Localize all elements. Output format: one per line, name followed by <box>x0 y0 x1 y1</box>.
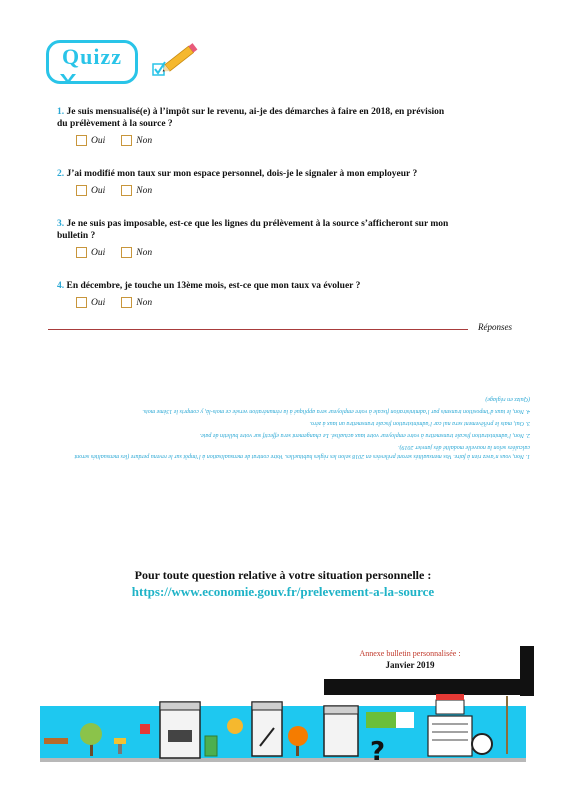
yes-checkbox[interactable] <box>76 247 87 258</box>
question-1-text: Je suis mensualisé(e) à l’impôt sur le revenu, ai-je des démarches à faire en 2018, en prévision du prélèvement à la source ? <box>57 107 445 129</box>
question-4: 4. En décembre, je touche un 13ème mois, est-ce que mon taux va évoluer ? <box>57 281 361 291</box>
bricks-icon <box>44 738 68 744</box>
answer-2: 2. Non, l’administration fiscale transmettra à votre employeur votre taux actualisé. Le changement sera effectif sur votre bulletin de paie. <box>199 432 530 438</box>
calculator-document-icon <box>252 702 282 756</box>
annex-title: Annexe bulletin personnalisée : <box>359 649 461 658</box>
no-label: Non <box>136 297 153 308</box>
quizz-title: Quizz <box>62 44 122 69</box>
flag-pole-icon <box>506 696 508 754</box>
answer-3: 3. Oui, mais le prélèvement sera nul car l’administration fiscale transmettra un taux à zéro. <box>309 420 530 426</box>
yes-checkbox[interactable] <box>76 297 87 308</box>
sun-icon <box>227 718 243 734</box>
no-label: Non <box>136 247 153 258</box>
pas-board-icon <box>366 712 414 728</box>
yes-label: Oui <box>91 185 106 196</box>
pencil-checkbox-icon <box>150 40 202 78</box>
question-2: 2. J’ai modifié mon taux sur mon espace personnel, dois-je le signaler à mon employeur ? <box>57 169 418 179</box>
question-1-options <box>76 135 162 146</box>
calendar-icon <box>436 694 464 714</box>
no-label: Non <box>136 135 153 146</box>
building-document-icon <box>160 702 200 758</box>
question-2-text: J’ai modifié mon taux sur mon espace personnel, dois-je le signaler à mon employeur ? <box>66 169 418 179</box>
heart-marker-icon <box>140 724 150 734</box>
yes-checkbox[interactable] <box>76 185 87 196</box>
form-document-icon <box>324 706 358 756</box>
sign-icon <box>114 738 126 754</box>
bubble-tail-inner <box>63 73 73 80</box>
question-3-text: Je ne suis pas imposable, est-ce que les lignes du prélèvement à la source s’afficheront sur mon bulletin ? <box>57 219 449 241</box>
magnifier-icon <box>472 734 492 754</box>
no-checkbox[interactable] <box>121 135 132 146</box>
question-3: 3. Je ne suis pas imposable, est-ce que les lignes du prélèvement à la source s’afficheront sur mon bulletin ? <box>57 219 449 241</box>
question-2-options <box>76 185 162 196</box>
question-mark-icon <box>370 737 385 762</box>
yes-checkbox[interactable] <box>76 135 87 146</box>
answers-upside-down <box>60 340 530 460</box>
pipe-icon <box>205 736 217 756</box>
city-illustration <box>40 690 526 762</box>
contact-text: Pour toute question relative à votre situation personnelle : <box>134 568 432 582</box>
question-4-text: En décembre, je touche un 13ème mois, est-ce que mon taux va évoluer ? <box>66 281 361 291</box>
no-checkbox[interactable] <box>121 247 132 258</box>
annex-date: Janvier 2019 <box>385 660 435 670</box>
yes-label: Oui <box>91 297 106 308</box>
answer-1: 1. Non, vous n’avez rien à faire. Vos mensualités seront prélevées en 2018 selon les règles habituelles. Votre contrat de mensualisation à l’impôt sur le revenu perdure (les mensualités seront calculées selon la nouvelle modalité dès janvier 2019). <box>74 444 530 459</box>
answer-4: 4. Non, le taux d’imposition transmis par l’administration fiscale à votre employeur sera appliqué à la rémunération versée ce mois-là, y compris le 13ème mois. <box>142 408 530 414</box>
contact-link[interactable]: https://www.economie.gouv.fr/prelevement-a-la-source <box>131 584 435 599</box>
autumn-tree-icon <box>288 726 308 756</box>
no-label: Non <box>136 185 153 196</box>
answers-label: Réponses <box>478 322 512 332</box>
black-post <box>520 646 534 696</box>
answers-divider <box>48 329 468 330</box>
answer-note: (Quizz en réglage) <box>485 396 530 402</box>
question-1: 1. Je suis mensualisé(e) à l’impôt sur le revenu, ai-je des démarches à faire en 2018, en prévision du prélèvement à la source ? <box>57 107 445 129</box>
question-3-options <box>76 247 162 258</box>
tree-icon <box>80 723 102 756</box>
no-checkbox[interactable] <box>121 297 132 308</box>
no-checkbox[interactable] <box>121 185 132 196</box>
payslip-document-icon <box>428 716 472 756</box>
question-4-options <box>76 297 162 308</box>
yes-label: Oui <box>91 247 106 258</box>
svg-text:?: ? <box>370 737 386 762</box>
yes-label: Oui <box>91 135 106 146</box>
